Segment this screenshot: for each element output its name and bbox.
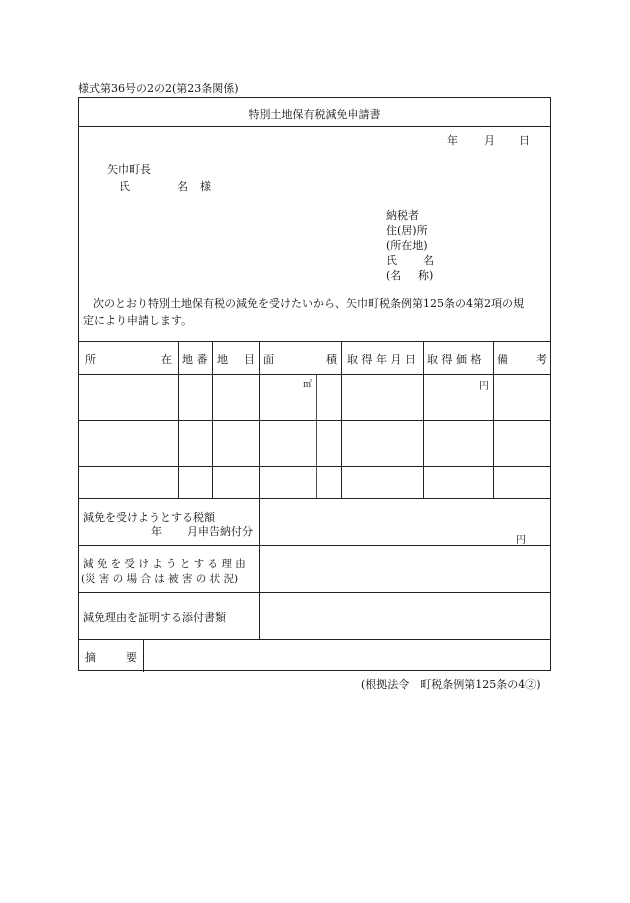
header-area <box>263 351 337 367</box>
summary-label-b: 要 <box>126 651 137 664</box>
title-divider <box>79 126 550 127</box>
date-year-label: 年 <box>447 134 458 147</box>
documents-label: 減免理由を証明する添付書類 <box>83 611 226 624</box>
header-lot-number: 地 番 <box>182 353 208 366</box>
footer-note: (根拠法令 町税条例第125条の4②) <box>361 678 541 691</box>
col-line-area-split <box>316 374 317 498</box>
header-area-a: 面 <box>263 353 274 366</box>
taxpayer-address: 住(居)所 <box>386 224 428 237</box>
taxpayer-label: 納税者 <box>386 209 419 222</box>
recipient-name-label-2: 名 <box>177 180 188 193</box>
taxpayer-name-note-b: 称) <box>418 269 434 282</box>
header-land-category-a: 地 <box>217 353 228 366</box>
header-location <box>85 351 172 367</box>
taxpayer-name-b: 名 <box>423 254 434 267</box>
body-text-line1: 次のとおり特別土地保有税の減免を受けたいから、矢巾町税条例第125条の4第2項の規 <box>93 297 524 310</box>
table-top-line <box>79 341 550 342</box>
header-remarks-a: 備 <box>497 353 508 366</box>
recipient-mayor: 矢巾町長 <box>107 163 151 176</box>
summary-label <box>85 649 137 665</box>
header-location-a: 所 <box>85 353 96 366</box>
tax-amount-label-2-a: 年 <box>151 525 162 538</box>
header-land-category <box>217 351 255 367</box>
header-acquisition-date: 取 得 年 月 日 <box>347 353 416 366</box>
tax-amount-label-2-b: 月申告納付分 <box>187 525 253 538</box>
taxpayer-name-note-a: (名 <box>386 269 402 282</box>
taxpayer-name-a: 氏 <box>386 254 397 267</box>
row-divider-1 <box>79 420 550 421</box>
reason-label-1: 減 免 を 受 け よ う と す る 理 由 <box>83 558 246 570</box>
date-day-label: 日 <box>519 134 530 147</box>
header-acquisition-price: 取 得 価 格 <box>427 353 482 366</box>
summary-column-line <box>143 639 144 672</box>
header-divider <box>79 374 550 375</box>
body-text-line2: 定により申請します。 <box>83 314 193 327</box>
date-month-label: 月 <box>484 134 495 147</box>
header-remarks <box>497 351 547 367</box>
row-divider-2 <box>79 466 550 467</box>
recipient-name-label: 氏 <box>119 180 130 193</box>
tax-amount-label-1: 減免を受けようとする税額 <box>83 511 215 524</box>
section-divider-3 <box>79 639 550 640</box>
header-area-b: 積 <box>326 353 337 366</box>
section-divider-1 <box>79 545 550 546</box>
application-form <box>78 97 551 671</box>
header-location-b: 在 <box>161 353 172 366</box>
table-bottom-line <box>79 498 550 499</box>
reason-label-2: (災 害 の 場 合 は 被 害 の 状 況) <box>81 573 239 585</box>
form-title: 特別土地保有税減免申請書 <box>248 108 381 121</box>
header-remarks-b: 考 <box>536 353 547 366</box>
price-unit: 円 <box>479 381 489 392</box>
summary-label-a: 摘 <box>85 651 96 664</box>
taxpayer-address-note: (所在地) <box>386 239 428 252</box>
tax-amount-unit: 円 <box>516 535 526 546</box>
header-land-category-b: 目 <box>244 353 255 366</box>
label-column-line <box>259 498 260 639</box>
section-divider-2 <box>79 592 550 593</box>
recipient-honorific: 様 <box>200 180 211 193</box>
area-unit: ㎡ <box>303 380 313 390</box>
form-number: 様式第36号の2の2(第23条関係) <box>78 82 239 95</box>
